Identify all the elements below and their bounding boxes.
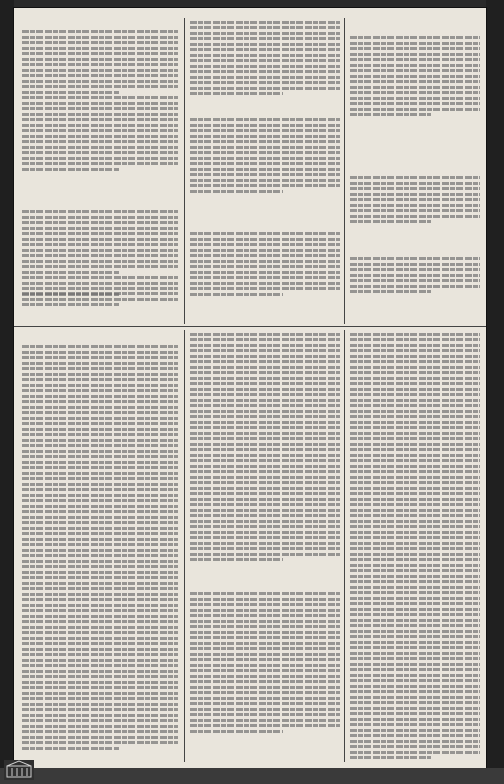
column-rule [344, 330, 345, 762]
column-rule [344, 18, 345, 324]
newspaper-page [14, 8, 486, 768]
article [190, 112, 340, 224]
article [190, 586, 340, 762]
article [350, 170, 480, 254]
article [190, 18, 340, 108]
scan-right-edge [486, 0, 504, 784]
scan-bottom-band [0, 768, 504, 784]
article [22, 338, 178, 758]
article [190, 330, 340, 582]
scan-left-edge [0, 0, 14, 784]
article [350, 30, 480, 156]
article [350, 252, 480, 326]
column-rule [184, 330, 185, 762]
column-rule [184, 18, 185, 324]
article [22, 288, 178, 326]
article [350, 330, 480, 762]
article [190, 226, 340, 326]
library-logo-icon [4, 760, 34, 780]
article [22, 24, 178, 204]
